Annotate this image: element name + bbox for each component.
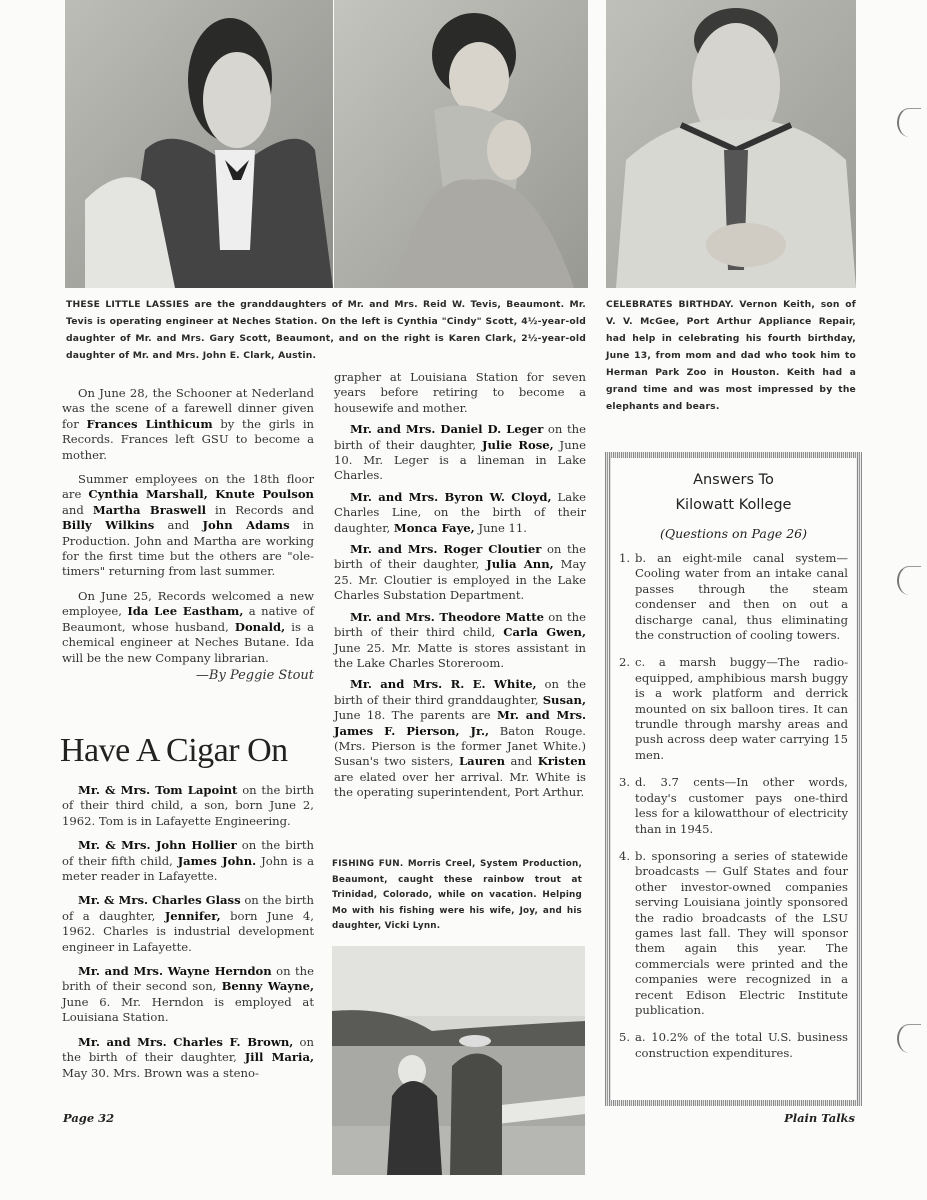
binder-hole-icon: [897, 1024, 921, 1053]
photo-middle-girl: [334, 0, 588, 288]
publication-name: Plain Talks: [784, 1111, 855, 1125]
photo-boy: [606, 0, 856, 288]
birth-announcement: Mr. & Mrs. John Hollier on the birth of their fifth child, James John. John is a meter reader in Lafayette.: [62, 838, 315, 884]
column-2: [334, 370, 586, 810]
answer-item: 3. d. 3.7 cents—In other words, today's customer pays one-third less for a kilowatthour of electricity than in 1945.: [619, 775, 848, 836]
birth-announcement: Mr. and Mrs. Charles F. Brown, on the birth of their daughter, Jill Maria, May 30. Mrs. Brown was a steno-: [62, 1034, 315, 1080]
birth-announcement: Mr. & Mrs. Tom Lapoint on the birth of their third child, a son, born June 2, 1962. Tom is in Lafayette Engineering.: [62, 783, 314, 828]
paragraph-summer-employees: Summer employees on the 18th floor are Cynthia Marshall, Knute Poulson and Martha Braswell in Records and Billy Wilkins and John Adams in Production. John and Martha are working for the first time but the others are "ole-timers" returning from last summer.: [62, 472, 314, 579]
birth-announcement: Mr. and Mrs. Byron W. Cloyd, Lake Charles Line, on the birth of their daughter, Monca Faye, June 11.: [334, 489, 586, 535]
continued-text: grapher at Louisiana Station for seven years before retiring to become a housewife and mother.: [334, 370, 586, 415]
answers-box-subtitle: (Questions on Page 26): [660, 526, 807, 541]
column-1-upper: [62, 386, 314, 683]
paragraph-farewell-dinner: On June 28, the Schooner at Nederland was the scene of a farewell dinner given for Frances Linthicum by the girls in Records. Frances left GSU to become a mother.: [62, 386, 314, 462]
answers-box-title: Answers To Kilowatt Kollege: [675, 472, 792, 513]
answer-item: 4. b. sponsoring a series of statewide broadcasts — Gulf States and four other investor-owned companies serving Louisiana jointly sponsored the radio broadcasts of the LSU games last fall. They will sponsor them again this year. The commercials were printed and the companies were recognized in a recent Edison Electric Institute publication.: [619, 848, 848, 1017]
answer-item: 2. c. a marsh buggy—The radio-equipped, amphibious marsh buggy is a work platform and derrick mounted on six balloon tires. It can trundle through marshy areas and push across deep water carrying 15 men.: [619, 655, 848, 762]
caption-fishing-fun: FISHING FUN. Morris Creel, System Production, Beaumont, caught these rainbow trout at Trinidad, Colorado, while on vacation. Helping Mo with his fishing were his wife, Joy, and his daughter, Vicki Lynn.: [332, 859, 583, 931]
birth-announcement: Mr. and Mrs. Roger Cloutier on the birth of their daughter, Julia Ann, May 25. Mr. Cloutier is employed in the Lake Charles Substation Department.: [334, 542, 586, 603]
paragraph-new-employee: On June 25, Records welcomed a new employee, Ida Lee Eastham, a native of Beaumont, whose husband, Donald, is a chemical engineer at Neches Butane. Ida will be the new Company librarian.: [62, 588, 314, 665]
birth-announcement: Mr. and Mrs. Wayne Herndon on the brith of their second son, Benny Wayne, June 6. Mr. Herndon is employed at Louisiana Station.: [62, 964, 314, 1025]
headline-have-a-cigar: Have A Cigar On: [60, 732, 288, 769]
caption-little-lassies: THESE LITTLE LASSIES are the granddaughters of Mr. and Mrs. Reid W. Tevis, Beaumont. Mr. Tevis is operating engineer at Neches Station. On the left is Cynthia "Cindy" Scott, 4½-year-old daughter of Mr. and Mrs. Gary Scott, Beaumont, and on the right is Karen Clark, 2½-year-old daughter of Mr. and Mrs. John E. Clark, Austin.: [66, 299, 586, 361]
page-number: Page 32: [63, 1111, 115, 1125]
byline: —By Peggie Stout: [195, 667, 314, 683]
photo-fishing: [332, 946, 585, 1175]
binder-hole-icon: [897, 566, 921, 595]
photo-left-girl: [65, 0, 333, 288]
birth-announcement: Mr. and Mrs. Daniel D. Leger on the birth of their daughter, Julie Rose, June 10. Mr. Leger is a lineman in Lake Charles.: [334, 422, 586, 483]
caption-celebrates-birthday: CELEBRATES BIRTHDAY. Vernon Keith, son of V. V. McGee, Port Arthur Appliance Repair, had help in celebrating his fourth birthday, June 13, from mom and dad who took him to Herman Park Zoo in Houston. Keith had a grand time and was most impressed by the elephants and bears.: [606, 299, 856, 412]
column-1-births: [62, 783, 314, 1090]
binder-hole-icon: [897, 108, 921, 137]
birth-announcement-white: Mr. and Mrs. R. E. White, on the birth of their third granddaughter, Susan, June 18. The parents are Mr. and Mrs. James F. Pierson, Jr., Baton Rouge. (Mrs. Pierson is the former Janet White.) Susan's two sisters, Lauren and Kristen are elated over her arrival. Mr. White is the operating superintendent, Port Arthur.: [334, 677, 587, 800]
answer-item: 1. b. an eight-mile canal system—Cooling water from an intake canal passes through the steam condenser and then on out a discharge canal, thus eliminating the construction of cooling towers.: [619, 551, 848, 643]
birth-announcement: Mr. and Mrs. Theodore Matte on the birth of their third child, Carla Gwen, June 25. Mr. Matte is stores assistant in the Lake Charles Storeroom.: [334, 609, 587, 670]
answer-item: 5. a. 10.2% of the total U.S. business construction expenditures.: [619, 1030, 848, 1060]
birth-announcement: Mr. & Mrs. Charles Glass on the birth of a daughter, Jennifer, born June 4, 1962. Charles is industrial development engineer in Lafayette.: [62, 893, 314, 954]
answers-box: [605, 452, 862, 1106]
